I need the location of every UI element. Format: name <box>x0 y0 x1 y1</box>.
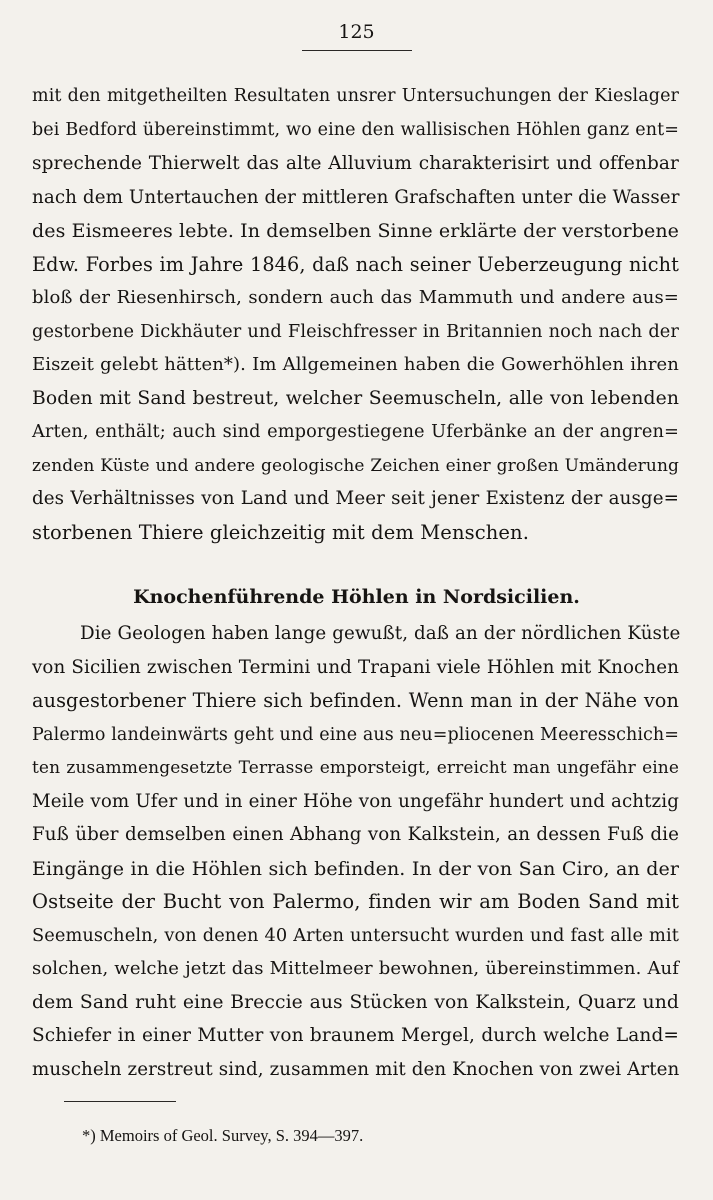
text-line: Fuß über demselben einen Abhang von Kalkstein, an dessen Fuß die <box>32 824 679 845</box>
text-line: Schiefer in einer Mutter von braunem Mergel, durch welche Land= <box>32 1025 679 1046</box>
text-line: zenden Küste und andere geologische Zeichen einer großen Umänderung <box>32 456 679 476</box>
text-line: von Sicilien zwischen Termini und Trapani viele Höhlen mit Knochen <box>32 657 679 678</box>
text-line: bei Bedford übereinstimmt, wo eine den wallisischen Höhlen ganz ent= <box>32 120 679 140</box>
text-line: Eiszeit gelebt hätten*). Im Allgemeinen haben die Gowerhöhlen ihren <box>32 354 679 375</box>
text-line: gestorbene Dickhäuter und Fleischfresser in Britannien noch nach der <box>32 322 679 342</box>
text-line: Arten, enthält; auch sind emporgestiegene Uferbänke an der angren= <box>32 422 679 442</box>
header-rule <box>302 50 412 51</box>
footnote: *) Memoirs of Geol. Survey, S. 394—397. <box>82 1126 364 1145</box>
text-line: solchen, welche jetzt das Mittelmeer bewohnen, übereinstimmen. Auf <box>32 958 679 979</box>
text-line: ausgestorbener Thiere sich befinden. Wenn man in der Nähe von <box>32 689 679 712</box>
text-line: Boden mit Sand bestreut, welcher Seemuscheln, alle von lebenden <box>32 388 679 409</box>
text-line: des Eismeeres lebte. In demselben Sinne erklärte der verstorbene <box>32 220 679 242</box>
text-line: mit den mitgetheilten Resultaten unsrer Untersuchungen der Kieslager <box>32 86 679 106</box>
text-line: Eingänge in die Höhlen sich befinden. In der von San Ciro, an der <box>32 858 679 880</box>
text-line: Seemuscheln, von denen 40 Arten untersucht wurden und fast alle mit <box>32 926 679 946</box>
text-line: nach dem Untertauchen der mittleren Grafschaften unter die Wasser <box>32 187 680 208</box>
text-line: storbenen Thiere gleichzeitig mit dem Menschen. <box>32 521 529 544</box>
text-line: ten zusammengesetzte Terrasse emporsteigt, erreicht man ungefähr eine <box>32 758 679 778</box>
text-line: bloß der Riesenhirsch, sondern auch das Mammuth und andere aus= <box>32 287 679 308</box>
text-line: Die Geologen haben lange gewußt, daß an der nördlichen Küste <box>80 623 681 644</box>
text-line: Meile vom Ufer und in einer Höhe von ungefähr hundert und achtzig <box>32 791 679 812</box>
text-line: Palermo landeinwärts geht und eine aus neu=pliocenen Meeresschich= <box>32 725 680 745</box>
section-heading: Knochenführende Höhlen in Nordsicilien. <box>133 586 580 608</box>
text-line: dem Sand ruht eine Breccie aus Stücken von Kalkstein, Quarz und <box>32 992 679 1013</box>
footnote-rule <box>64 1101 176 1102</box>
text-line: sprechende Thierwelt das alte Alluvium charakterisirt und offenbar <box>32 153 679 174</box>
page-number: 125 <box>338 21 375 43</box>
text-line: Edw. Forbes im Jahre 1846, daß nach seiner Ueberzeugung nicht <box>32 253 679 276</box>
text-line: Ostseite der Bucht von Palermo, finden wir am Boden Sand mit <box>32 890 679 913</box>
text-line: des Verhältnisses von Land und Meer seit jener Existenz der ausge= <box>32 488 679 509</box>
text-line: muscheln zerstreut sind, zusammen mit den Knochen von zwei Arten <box>32 1059 680 1080</box>
